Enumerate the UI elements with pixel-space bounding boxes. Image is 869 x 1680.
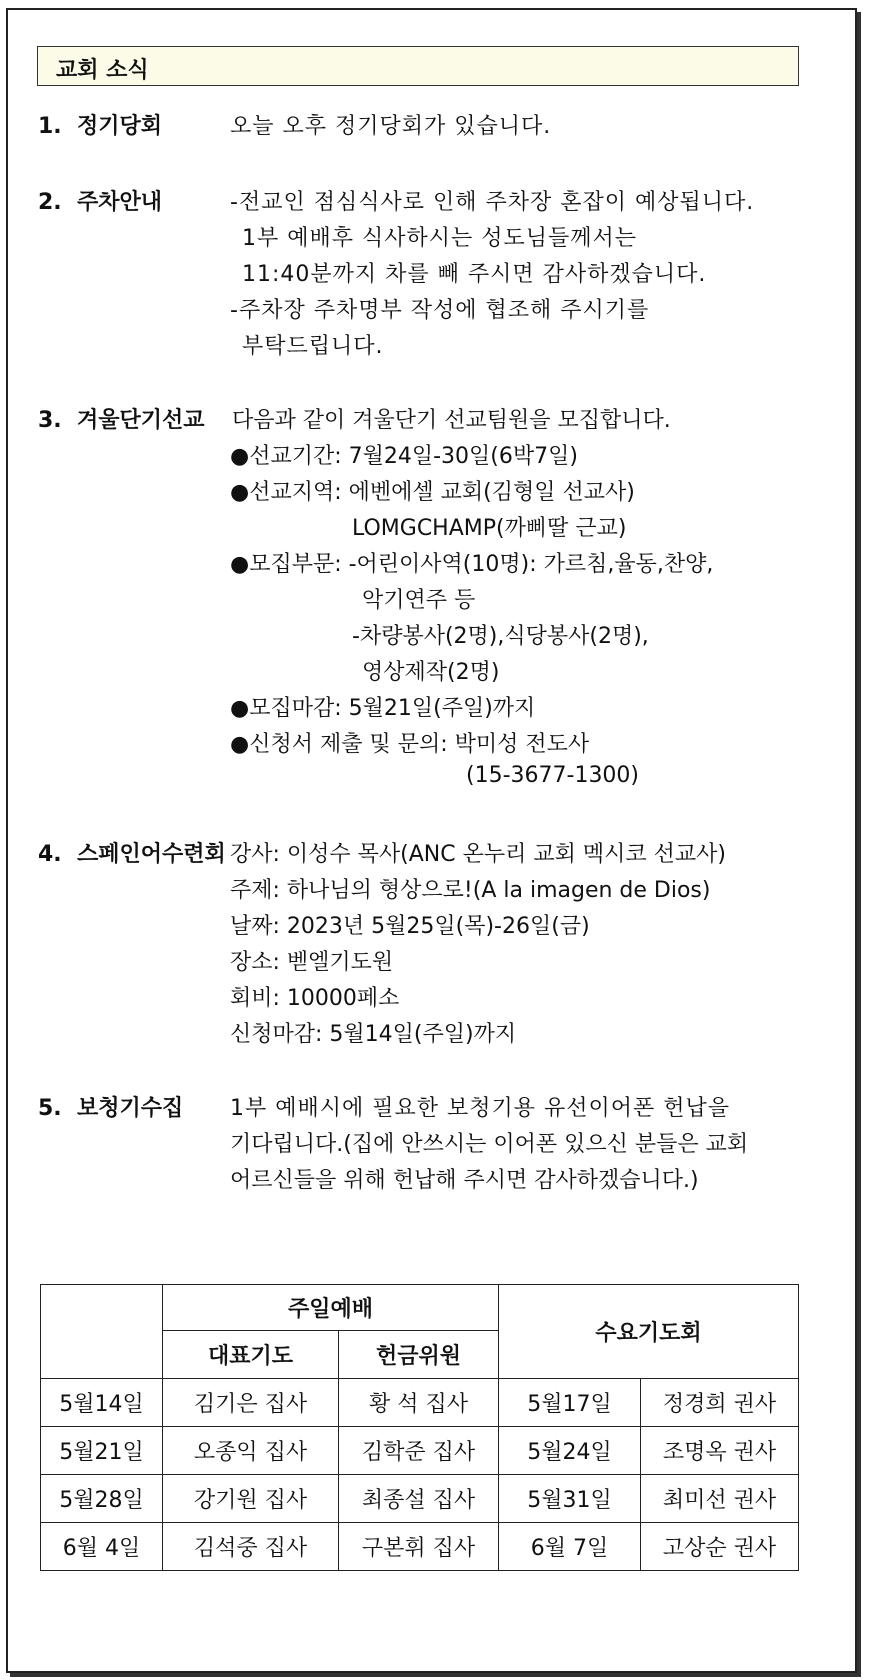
section-4-number: 4.	[38, 842, 62, 867]
page-title: 교회 소식	[56, 58, 149, 83]
wednesday-name-cell: 정경희 권사	[641, 1379, 799, 1427]
prayer-cell: 강기원 집사	[163, 1475, 339, 1523]
section-2-line: 부탁드립니다.	[242, 334, 384, 359]
section-5-line: 기다립니다.(집에 안쓰시는 이어폰 있으신 분들은 교회	[230, 1132, 749, 1157]
sunday-service-header: 주일예배	[163, 1285, 499, 1331]
section-4-line: 회비: 10000페소	[230, 986, 400, 1011]
section-3-line: ●신청서 제출 및 문의: 박미성 전도사	[230, 732, 590, 757]
section-4-heading	[38, 837, 226, 868]
section-3-line: 다음과 같이 겨울단기 선교팀원을 모집합니다.	[232, 408, 671, 433]
section-1-number: 1.	[38, 114, 62, 139]
sunday-date-cell: 5월14일	[41, 1379, 163, 1427]
section-4-line: 강사: 이성수 목사(ANC 온누리 교회 멕시코 선교사)	[230, 842, 726, 867]
section-3-line: -차량봉사(2명),식당봉사(2명),	[352, 624, 649, 649]
sunday-date-cell: 5월28일	[41, 1475, 163, 1523]
table-row	[41, 1475, 799, 1523]
section-4-line: 장소: 벧엘기도원	[230, 950, 394, 975]
wednesday-name-cell: 최미선 권사	[641, 1475, 799, 1523]
section-3-title: 겨울단기선교	[77, 408, 205, 433]
section-3-line: ●선교지역: 에벤에셀 교회(김형일 선교사)	[230, 480, 635, 505]
section-5-line: 어르신들을 위해 헌납해 주시면 감사하겠습니다.)	[230, 1168, 699, 1193]
offering-cell: 황 석 집사	[339, 1379, 499, 1427]
section-3-line: 영상제작(2명)	[362, 660, 500, 685]
section-3-heading	[38, 403, 205, 434]
prayer-column-header: 대표기도	[163, 1331, 339, 1379]
section-2-line: -주차장 주차명부 작성에 협조해 주시기를	[230, 298, 650, 323]
wednesday-name-cell: 고상순 권사	[641, 1523, 799, 1571]
prayer-cell: 김석중 집사	[163, 1523, 339, 1571]
section-3-line: ●모집부문: -어린이사역(10명): 가르침,율동,찬양,	[230, 552, 714, 577]
section-5-heading	[38, 1091, 183, 1122]
section-3-number: 3.	[38, 408, 62, 433]
section-1-line: 오늘 오후 정기당회가 있습니다.	[230, 114, 552, 139]
section-5-number: 5.	[38, 1096, 62, 1121]
section-5-title: 보청기수집	[77, 1096, 184, 1121]
prayer-cell: 오종익 집사	[163, 1427, 339, 1475]
wednesday-date-cell: 5월17일	[499, 1379, 641, 1427]
section-1-heading	[38, 109, 162, 140]
section-3-line: 악기연주 등	[362, 588, 476, 613]
section-2-line: -전교인 점심식사로 인해 주차장 혼잡이 예상됩니다.	[230, 190, 755, 215]
wednesday-prayer-header: 수요기도회	[499, 1285, 799, 1379]
wednesday-date-cell: 6월 7일	[499, 1523, 641, 1571]
section-2-line: 11:40분까지 차를 빼 주시면 감사하겠습니다.	[242, 262, 707, 287]
section-2-heading	[38, 185, 162, 216]
section-3-line: (15-3677-1300)	[466, 763, 640, 788]
wednesday-date-cell: 5월24일	[499, 1427, 641, 1475]
prayer-cell: 김기은 집사	[163, 1379, 339, 1427]
section-4-title: 스페인어수련회	[77, 842, 226, 867]
table-corner-cell	[41, 1285, 163, 1379]
section-5-line: 1부 예배시에 필요한 보청기용 유선이어폰 헌납을	[230, 1096, 731, 1121]
section-3-line: ●선교기간: 7월24일-30일(6박7일)	[230, 444, 578, 469]
offering-cell: 김학준 집사	[339, 1427, 499, 1475]
section-2-title: 주차안내	[77, 190, 163, 215]
section-1-title: 정기당회	[77, 114, 163, 139]
wednesday-name-cell: 조명옥 권사	[641, 1427, 799, 1475]
section-title-box	[37, 46, 799, 86]
table-row	[41, 1379, 799, 1427]
sunday-date-cell: 6월 4일	[41, 1523, 163, 1571]
section-4-line: 날짜: 2023년 5월25일(목)-26일(금)	[230, 914, 590, 939]
section-3-line: ●모집마감: 5월21일(주일)까지	[230, 696, 536, 721]
offering-cell: 최종설 집사	[339, 1475, 499, 1523]
section-4-line: 주제: 하나님의 형상으로!(A la imagen de Dios)	[230, 878, 711, 903]
sunday-date-cell: 5월21일	[41, 1427, 163, 1475]
section-3-line: LOMGCHAMP(까삐딸 근교)	[352, 516, 627, 541]
section-2-line: 1부 예배후 식사하시는 성도님들께서는	[242, 226, 638, 251]
table-row	[41, 1523, 799, 1571]
offering-column-header: 헌금위원	[339, 1331, 499, 1379]
section-4-line: 신청마감: 5월14일(주일)까지	[230, 1022, 517, 1047]
section-2-number: 2.	[38, 190, 62, 215]
service-schedule-table	[40, 1284, 799, 1571]
wednesday-date-cell: 5월31일	[499, 1475, 641, 1523]
offering-cell: 구본휘 집사	[339, 1523, 499, 1571]
table-row	[41, 1427, 799, 1475]
